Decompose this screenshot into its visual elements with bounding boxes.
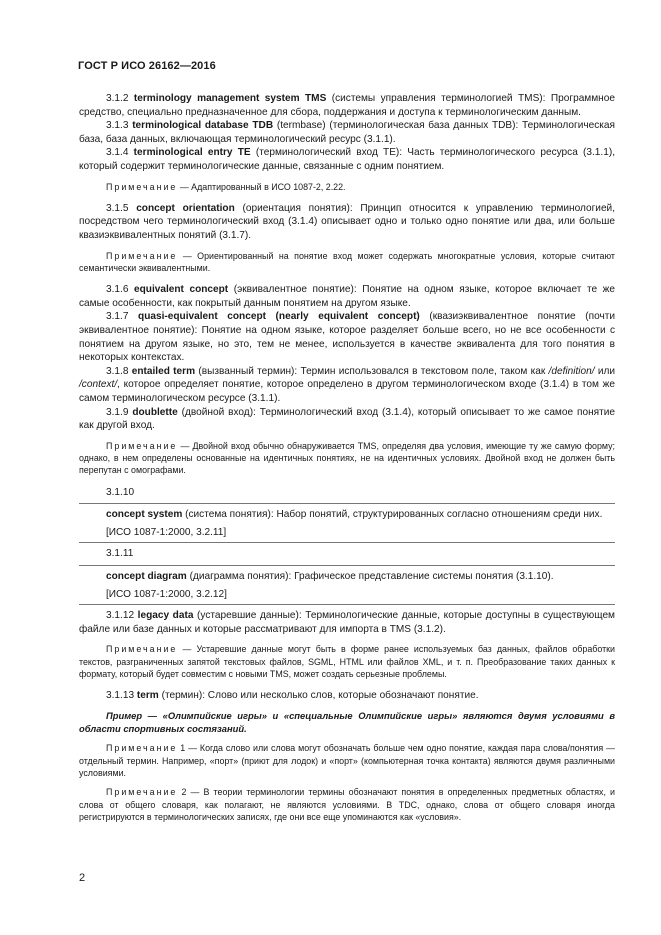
note-3-1-9	[79, 440, 615, 477]
entry-3-1-5	[79, 202, 615, 243]
entry-definition: (двойной вход): Терминологический вход (3.1.4), который описывает то же самое понятие как другой вход.	[79, 406, 615, 432]
entry-number: 3.1.9	[106, 406, 129, 418]
entry-term: concept orientation	[136, 202, 235, 214]
note-label: Примечание	[106, 181, 178, 192]
entry-definition: (диаграмма понятия): Графическое представление системы понятия (3.1.10).	[186, 571, 554, 583]
boxed-entry-3-1-11	[79, 565, 615, 605]
entry-number: 3.1.2	[106, 93, 129, 104]
note-number: 2	[177, 787, 187, 798]
note-label: Примечание	[106, 743, 178, 754]
field-name-definition: /definition/	[548, 365, 595, 377]
entry-number: 3.1.6	[106, 284, 129, 296]
document-header: ГОСТ Р ИСО 26162—2016	[78, 60, 216, 72]
entry-definition: (терминологический вход TE): Часть терминологического ресурса (3.1.1), который содержит терминологические данные, связанные с одним понятием.	[79, 147, 615, 172]
entry-term: equivalent concept	[134, 284, 229, 296]
entry-number: 3.1.3	[106, 120, 129, 132]
boxed-entry-3-1-10	[79, 503, 615, 543]
note-text: — Адаптированный в ИСО 1087-2, 2.22.	[177, 181, 346, 192]
entry-term: terminology management system TMS	[133, 93, 327, 104]
entry-3-1-12	[79, 609, 615, 636]
entry-number: 3.1.5	[106, 202, 129, 214]
note-text: — Двойной вход обычно обнаруживается TMS, определяя два условия, имеющие ту же самую форму; однако, в нем определены основанные на идентичных понятиях, не на идентичных условиях. Двойной вход не должен быть перепутан с омографами.	[79, 440, 615, 476]
entry-3-1-10	[79, 508, 615, 522]
note-3-1-5	[79, 250, 615, 275]
entry-term: entailed term	[131, 365, 196, 377]
entry-number: 3.1.7	[106, 311, 129, 323]
document-body	[79, 92, 615, 823]
source-reference: [ИСО 1087-1:2000, 3.2.12]	[106, 588, 227, 600]
entry-3-1-7	[79, 310, 615, 364]
entry-number: 3.1.12	[106, 610, 135, 622]
example-label: Пример	[106, 709, 143, 721]
entry-3-1-11	[79, 570, 615, 584]
example-3-1-13	[79, 710, 615, 736]
entry-term: term	[136, 690, 159, 702]
entry-term: terminological entry TE	[133, 147, 251, 159]
entry-number-3-1-10: 3.1.10	[106, 486, 135, 498]
entry-definition: (устаревшие данные): Терминологические данные, которые доступны в существующем файле или базе данных и которые рассматривают для импорта в TMS (3.1.2).	[79, 610, 615, 635]
note-label: Примечание	[106, 644, 178, 655]
entry-number: 3.1.13	[106, 690, 135, 702]
entry-number-3-1-11: 3.1.11	[106, 548, 134, 560]
entry-3-1-13	[79, 689, 615, 703]
note-number: 1	[177, 743, 186, 754]
entry-definition: (вызванный термин): Термин использовался в текстовом поле, таком как	[195, 365, 549, 377]
note-3-1-4	[79, 181, 615, 193]
entry-definition: (система понятия): Набор понятий, структурированных согласно отношениям среди них.	[182, 509, 603, 521]
note-1-3-1-13	[79, 742, 615, 779]
entry-definition: (системы управления терминологией TMS): Программное средство, специально предназначенное для сбора, поддержания и доступа к терминологическим данным.	[79, 93, 615, 118]
source-reference: [ИСО 1087-1:2000, 3.2.11]	[106, 526, 227, 538]
entry-definition: (квазиэквивалентное понятие (почти эквивалентное понятие): Понятие на одном языке, которое разделяет больше всего, но не все особенности с понятием на другом языке, но это, тем не менее, используется в качестве эквивалента для того понятия в некоторых контекстах.	[79, 311, 615, 364]
entry-3-1-6	[79, 283, 615, 310]
entry-definition: (эквивалентное понятие): Понятие на одном языке, которое включает те же самые особенности, как покрытый данным понятием на другом языке.	[79, 284, 615, 309]
entry-definition: (termbase) (терминологическая база данных TDB): Терминологическая база, база данных, включающая терминологический ресурс (3.1.1).	[79, 120, 615, 145]
entry-number: 3.1.8	[106, 365, 129, 377]
entry-definition-connector: или	[594, 365, 615, 377]
note-2-3-1-13	[79, 786, 615, 823]
entry-term: terminological database TDB	[132, 120, 274, 132]
note-text: — В теории терминологии термины обозначают понятия в определенных предметных областях, и слова от общего словаря, как полагают, не являются условиями. В TDC, однако, слова от общего словаря иногда регистрируются в терминологических записях, где они все еще упоминаются как «условия».	[79, 787, 615, 822]
note-label: Примечание	[106, 440, 178, 451]
entry-term: legacy data	[137, 610, 194, 622]
field-name-context: /context/	[79, 379, 118, 391]
entry-term: concept diagram	[106, 571, 187, 583]
entry-3-1-8	[79, 365, 615, 406]
page-number: 2	[79, 872, 86, 884]
entry-number: 3.1.4	[106, 147, 129, 159]
entry-definition: (ориентация понятия): Принцип относится к управлению терминологией, посредством чего терминологический вход (3.1.4) описывает одно и только одно понятие или два, или больше квазиэквивалентных понятий (3.1.7).	[79, 202, 615, 242]
note-text: — Устаревшие данные могут быть в форме ранее используемых баз данных, файлов обработки текстов, разграниченных запятой текстовых файлов, SGML, HTML или файлов XML, и т. п. Преобразование таких данных к формату, который будет совместим с новыми TMS, может создать серьезные проблемы.	[79, 644, 615, 679]
entry-term: doublette	[132, 406, 178, 418]
note-text: — Когда слово или слова могут обозначать больше чем одно понятие, каждая пара слова/понятия — отдельный термин. Например, «порт» (приют для лодок) и «порт» (компьютерная точка контакта) являются двумя различными условиями.	[79, 743, 616, 779]
entry-definition-cont: , которое определяет понятие, которое определено в другом терминологическом входе (3.1.4) в том же самом терминологическом ресурсе (3.1.1).	[79, 379, 615, 404]
entry-term: concept system	[106, 509, 183, 521]
note-3-1-12	[79, 643, 615, 680]
note-label: Примечание	[106, 250, 178, 261]
note-text: — Ориентированный на понятие вход может содержать многократные условия, которые считают семантически эквивалентными.	[79, 250, 615, 273]
entry-3-1-4	[79, 146, 615, 173]
entry-3-1-2	[79, 92, 615, 119]
entry-3-1-3	[79, 119, 615, 146]
entry-term: quasi-equivalent concept (nearly equivalent concept)	[138, 311, 420, 323]
entry-3-1-9	[79, 406, 615, 433]
example-text: — «Олимпийские игры» и «специальные Олимпийские игры» являются двумя условиями в области спортивных состязаний.	[79, 709, 615, 734]
entry-definition: (термин): Слово или несколько слов, которые обозначают понятие.	[158, 690, 479, 702]
note-label: Примечание	[106, 787, 178, 798]
